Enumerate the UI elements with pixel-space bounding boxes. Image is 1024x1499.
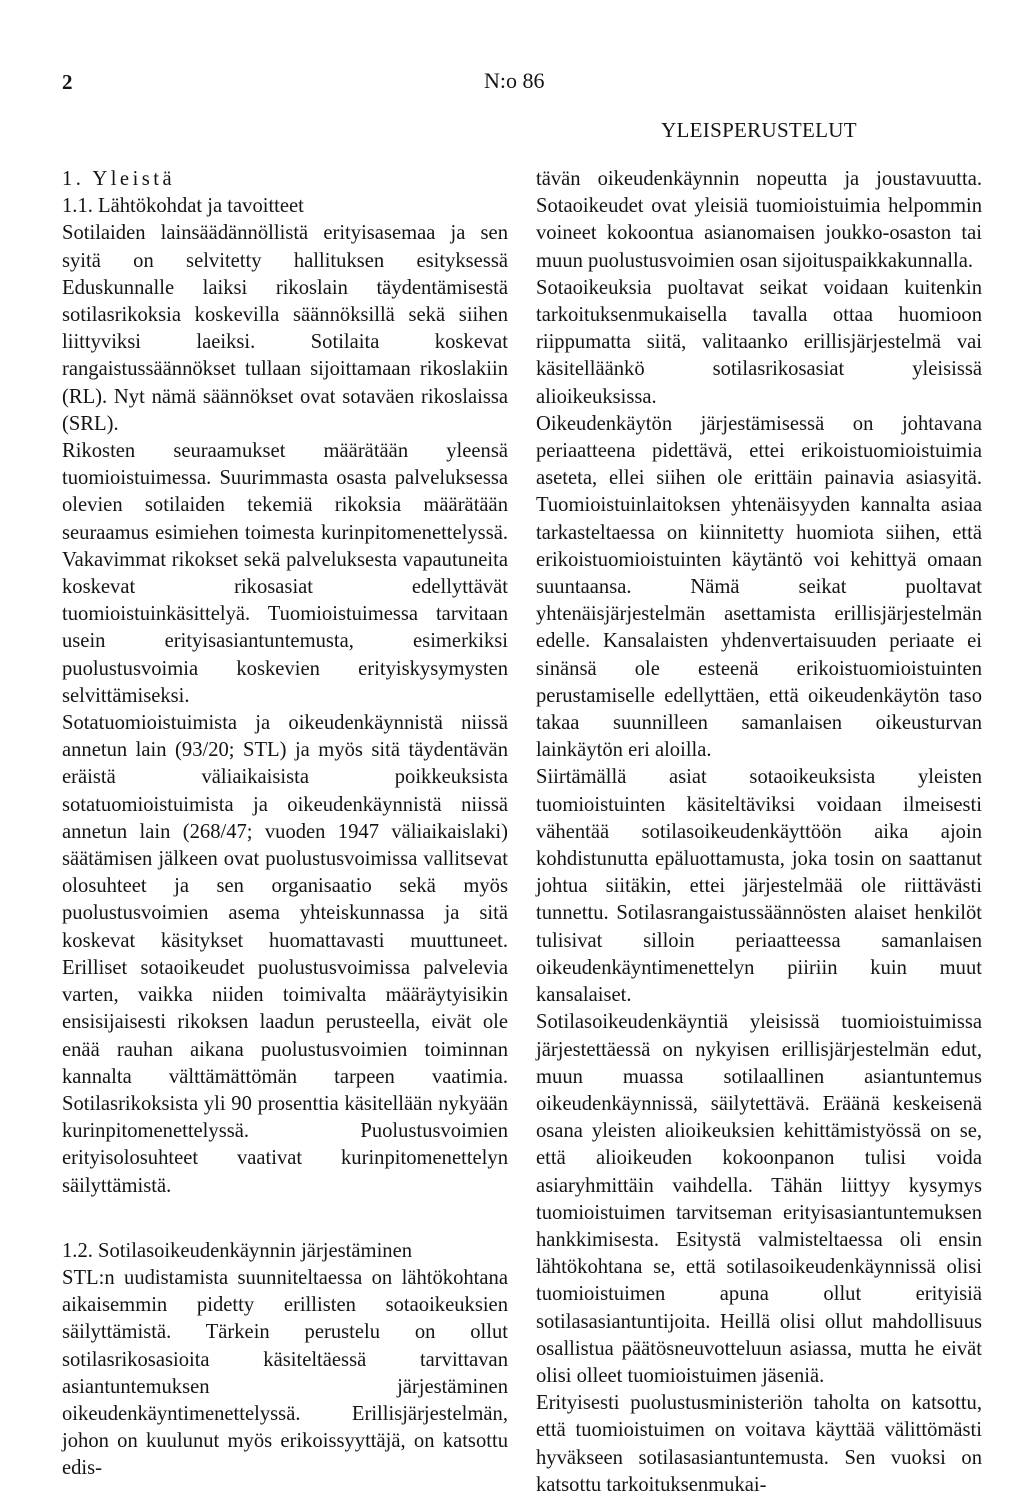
paragraph: tävän oikeudenkäynnin nopeutta ja joustavuutta. Sotaoikeudet ovat yleisiä tuomioistuimia helpommin voineet kokoontua asianomaisen joukko-osaston tai muun puolustusvoimien osan sijoituspaikkakunnalla. <box>536 168 982 272</box>
heading-general: 1. Yleistä <box>62 168 176 190</box>
paragraph: Erityisesti puolustusministeriön taholta on katsottu, että tuomioistuimen on voitava käyttää välittömästi hyväkseen sotilasasiantuntemusta. Sen vuoksi on katsottu tarkoituksenmukai- <box>536 1392 982 1496</box>
paragraph: Siirtämällä asiat sotaoikeuksista yleisten tuomioistuinten käsiteltäviksi voidaan ilmeisesti vähentää sotilasoikeudenkäyttöön aika ajoin kohdistunutta epäluottamusta, joka tosin on saattanut johtua siitäkin, ettei järjestelmää ole riittävästi tunnettu. Sotilasrangaistussäännösten alaiset henkilöt tulisivat silloin periaatteessa samanlaisen oikeudenkäyntimenettelyn piiriin kuin muut kansalaiset. <box>536 766 982 1007</box>
heading-starting-points: 1.1. Lähtökohdat ja tavoitteet <box>62 195 304 218</box>
document-number: N:o 86 <box>484 68 545 93</box>
paragraph: Sotilaiden lainsäädännöllistä erityisasemaa ja sen syitä on selvitetty hallituksen esityksessä Eduskunnalle laiksi rikoslain täydentämisestä sotilasrikoksia koskevilla säännöksillä sekä siihen liittyviksi laeiksi. Sotilaita koskevat rangaistussäännökset tullaan sijoittamaan rikoslakiin (RL). Nyt nämä säännökset ovat sotaväen rikoslaissa (SRL). <box>62 222 508 435</box>
paragraph: Rikosten seuraamukset määrätään yleensä tuomioistuimessa. Suurimmasta osasta palveluksessa olevien sotilaiden tekemiä rikoksia määrätään seuraamus esimiehen toimesta kurinpitomenettelyssä. Vakavimmat rikokset sekä palveluksesta vapautuneita koskevat rikosasiat edellyttävät tuomioistuinkäsittelyä. Tuomioistuimessa tarvitaan usein erityisasiantuntemusta, esimerkiksi puolustusvoimia koskevien erityiskysymysten selvittämiseksi. <box>62 440 508 707</box>
left-column <box>62 166 508 1483</box>
paragraph: STL:n uudistamista suunniteltaessa on lähtökohtana aikaisemmin pidetty erillisten sotaoikeuksien säilyttämistä. Tärkein perustelu on ollut sotilasrikosasioita käsiteltäessä tarvittavan asiantuntemuksen järjestäminen oikeudenkäyntimenettelyssä. Erillisjärjestelmän, johon on kuulunut myös erikoissyyttäjä, on katsottu edis- <box>62 1266 508 1480</box>
right-column <box>536 166 982 1499</box>
paragraph: Oikeudenkäytön järjestämisessä on johtavana periaatteena pidettävä, ettei erikoistuomioistuimia aseteta, ellei siihen ole erittäin painavia asiasyitä. Tuomioistuinlaitoksen yhtenäisyyden kannalta asiaa tarkasteltaessa on kiinnitetty huomiota siihen, että erikoistuomioistuinten käytäntö voi kehittyä omaan suuntaansa. Nämä seikat puoltavat yhtenäisjärjestelmän asettamista erillisjärjestelmän edelle. Kansalaisten yhdenvertaisuuden periaate ei sinänsä ole esteenä erikoistuomioistuinten perustamiselle edellyttäen, että oikeudenkäytön taso takaa suunnilleen samanlaisen oikeusturvan lainkäytön eri aloilla. <box>536 412 982 762</box>
paragraph: Sotatuomioistuimista ja oikeudenkäynnistä niissä annetun lain (93/20; STL) ja myös sitä täydentävän eräistä väliaikaisista poikkeuksista sotatuomioistuimista ja oikeudenkäynnistä niissä annetun lain (268/47; vuoden 1947 väliaikaislaki) säätämisen jälkeen ovat puolustusvoimissa vallitsevat olosuhteet ja sen organisaatio sekä myös puolustusvoimien asema yhteiskunnassa ja sitä koskevat käsitykset huomattavasti muuttuneet. Erilliset sotaoikeudet puolustusvoimissa palvelevia varten, vaikka niiden toimivalta määräytyisikin ensisijaisesti rikoksen laadun perusteella, eivät ole enää rauhan aikana puolustusvoimien toiminnan kannalta välttämättömän tarpeen vaatimia. Sotilasrikoksista yli 90 prosenttia käsitellään nykyään kurinpitomenettelyssä. Puolustusvoimien erityisolosuhteet vaativat kurinpitomenettelyn säilyttämistä. <box>62 712 508 1197</box>
paragraph: Sotilasoikeudenkäyntiä yleisissä tuomioistuimissa järjestettäessä on nykyisen erillisjärjestelmän edut, muun muassa sotilaallinen asiantuntemus oikeudenkäynnissä, säilytettävä. Eräänä keskeisenä osana yleisten alioikeuksien kehittämistyössä on se, että alioikeuden kokoonpanon tulisi voida asiaryhmittäin vaihdella. Tähän liittyy kysymys tuomioistuimen tarvitseman erityisasiantuntemuksen hankkimisesta. Esitystä valmisteltaessa oli ensin lähtökohtana se, että sotilasoikeudenkäynnissä olisi tuomioistuimen apuna ollut erityisiä sotilasasiantuntijoita. Heillä olisi ollut mahdollisuus osallistua päätösneuvotteluun asiassa, mutta he eivät olisi olleet tuomioistuimen jäseniä. <box>536 1011 982 1387</box>
page-number: 2 <box>62 70 73 94</box>
section-title: YLEISPERUSTELUT <box>661 118 857 142</box>
paragraph: Sotaoikeuksia puoltavat seikat voidaan kuitenkin tarkoituksenmukaisella tavalla ottaa huomioon riippumatta siitä, valitaanko erillisjärjestelmä vai käsitelläänkö sotilasrikosasiat yleisissä alioikeuksissa. <box>536 276 982 408</box>
heading-military-trial: 1.2. Sotilasoikeudenkäynnin järjestäminen <box>62 1239 413 1262</box>
